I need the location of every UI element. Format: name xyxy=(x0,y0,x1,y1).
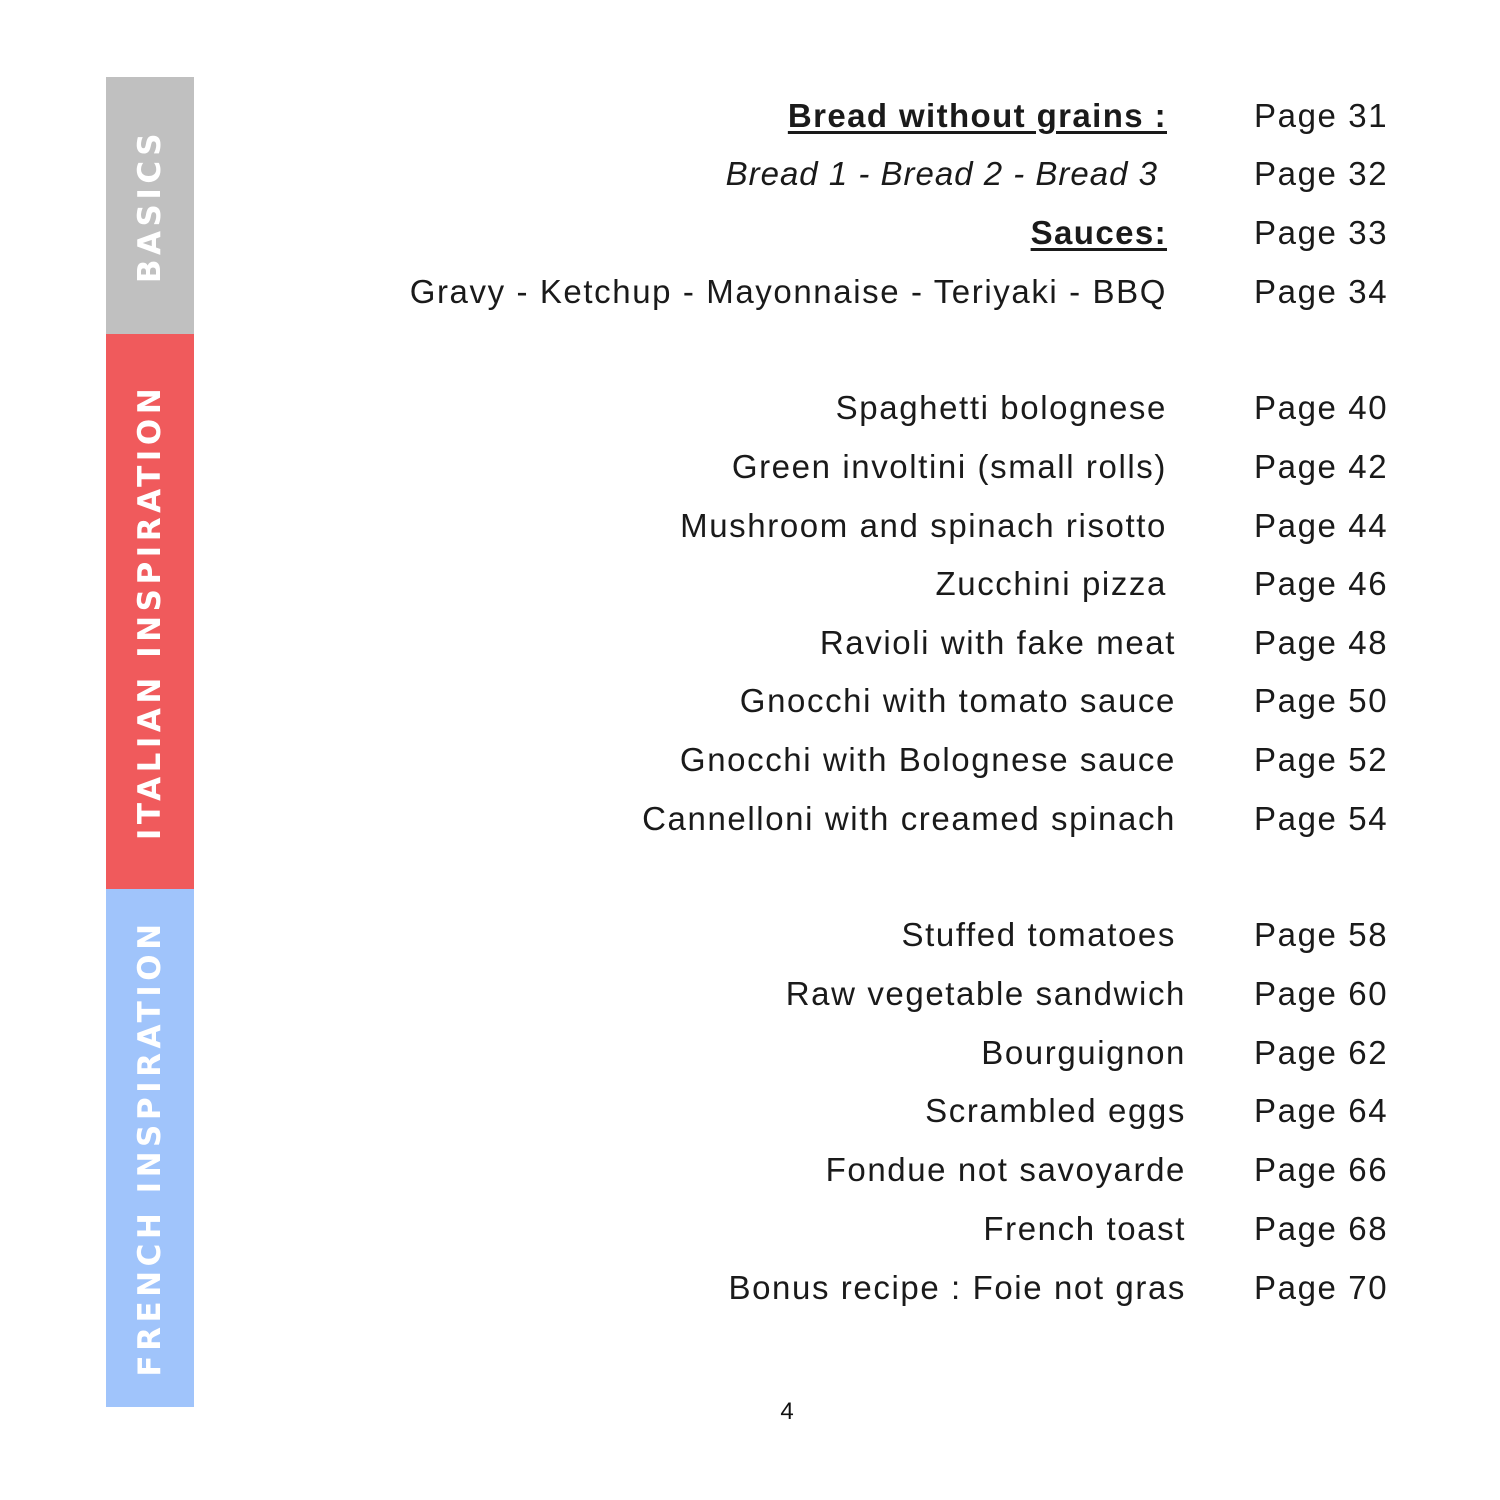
entry-title: Bourguignon xyxy=(981,1034,1186,1071)
page-ref: Page 68 xyxy=(1254,1210,1389,1247)
page-ref: Page 48 xyxy=(1254,624,1389,661)
tab-italian-label: ITALIAN INSPIRATION xyxy=(132,383,168,840)
entry-title: Bread 1 - Bread 2 - Bread 3 xyxy=(725,155,1158,192)
entry-title: Raw vegetable sandwich xyxy=(785,975,1186,1012)
entry-title: French toast xyxy=(983,1210,1186,1247)
page-ref: Page 64 xyxy=(1254,1092,1389,1129)
tab-french-label: FRENCH INSPIRATION xyxy=(132,919,168,1377)
section-heading-bread: Bread without grains : xyxy=(787,97,1167,134)
entry-title: Ravioli with fake meat xyxy=(819,624,1176,661)
page-ref: Page 60 xyxy=(1254,975,1389,1012)
page-ref: Page 42 xyxy=(1254,448,1389,485)
entry-title: Mushroom and spinach risotto xyxy=(680,507,1167,544)
page-ref: Page 46 xyxy=(1254,565,1389,602)
page-ref: Page 44 xyxy=(1254,507,1389,544)
page-ref: Page 34 xyxy=(1254,273,1389,310)
page-ref: Page 66 xyxy=(1254,1151,1389,1188)
entry-title: Stuffed tomatoes xyxy=(901,916,1176,953)
page-ref: Page 50 xyxy=(1254,682,1389,719)
page-ref: Page 40 xyxy=(1254,389,1389,426)
entry-title: Scrambled eggs xyxy=(925,1092,1186,1129)
page-ref: Page 54 xyxy=(1254,800,1389,837)
entry-title: Cannelloni with creamed spinach xyxy=(642,800,1176,837)
entry-title: Green involtini (small rolls) xyxy=(731,448,1167,485)
entry-title: Fondue not savoyarde xyxy=(825,1151,1186,1188)
page-ref: Page 32 xyxy=(1254,155,1389,192)
page-ref: Page 62 xyxy=(1254,1034,1389,1071)
page-ref: Page 31 xyxy=(1254,97,1389,134)
page-ref: Page 58 xyxy=(1254,916,1389,953)
page-ref: Page 70 xyxy=(1254,1269,1389,1306)
tab-basics-label: BASICS xyxy=(132,128,168,283)
entry-title: Bonus recipe : Foie not gras xyxy=(728,1269,1186,1306)
entry-title: Zucchini pizza xyxy=(935,565,1167,602)
entry-title: Gravy - Ketchup - Mayonnaise - Teriyaki - BBQ xyxy=(409,273,1167,310)
entry-title: Gnocchi with Bolognese sauce xyxy=(679,741,1176,778)
page-number: 4 xyxy=(780,1398,794,1425)
page-ref: Page 52 xyxy=(1254,741,1389,778)
page-ref: Page 33 xyxy=(1254,214,1389,251)
entry-title: Spaghetti bolognese xyxy=(835,389,1167,426)
entry-title: Gnocchi with tomato sauce xyxy=(739,682,1176,719)
section-heading-sauces: Sauces: xyxy=(1030,214,1167,251)
